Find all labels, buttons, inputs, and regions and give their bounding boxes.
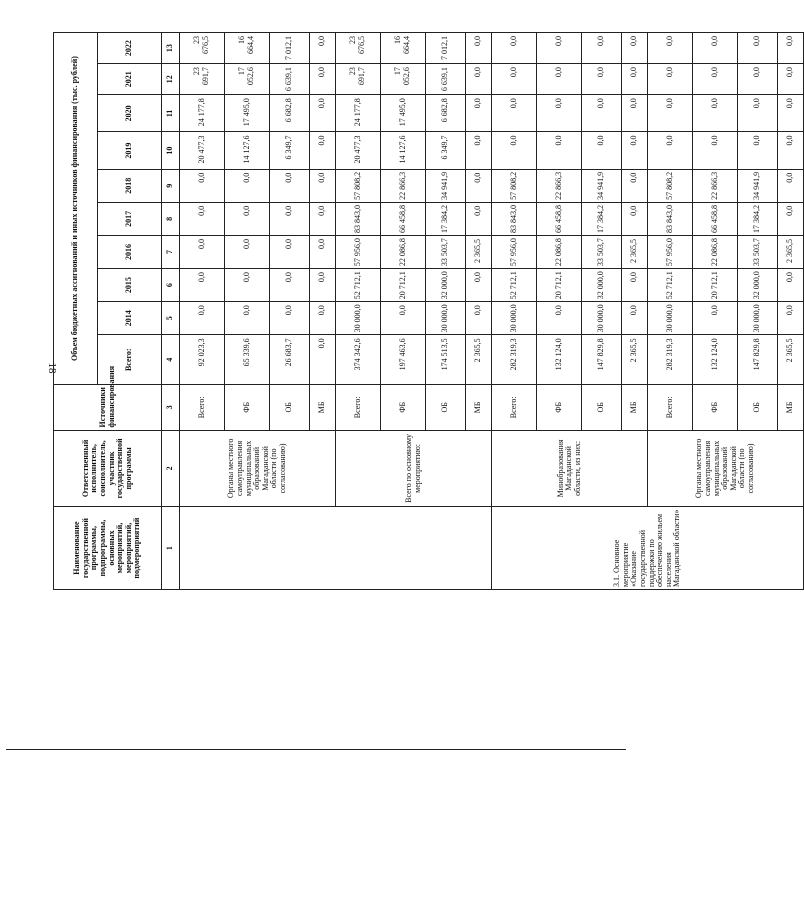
value-cell: 0,0 (648, 64, 693, 95)
value-cell: 0,0 (778, 95, 804, 132)
value-cell: 26 683,7 (270, 335, 310, 385)
value-cell: 0,0 (582, 33, 622, 64)
value-cell: 0,0 (582, 95, 622, 132)
header-responsible: Ответственный исполнитель, соисполнитель, участник государственной программы (54, 430, 162, 507)
column-number: 1 (162, 507, 180, 590)
value-cell: 0,0 (225, 269, 270, 302)
value-cell: 23 691,7 (336, 64, 381, 95)
value-cell: 32 000,0 (426, 269, 466, 302)
value-cell: 0,0 (738, 132, 778, 169)
column-number: 2 (162, 430, 180, 507)
value-cell: 0,0 (466, 169, 492, 202)
value-cell: 6 639,1 (270, 64, 310, 95)
page-number: 18 (46, 362, 58, 374)
value-cell: 2 365,5 (622, 235, 648, 268)
value-cell: 0,0 (492, 132, 537, 169)
value-cell: 34 941,9 (582, 169, 622, 202)
responsible-cell: Минобразования Магаданской области, из них: (492, 430, 648, 507)
name-cell-empty (180, 507, 492, 590)
value-cell: 0,0 (622, 169, 648, 202)
value-cell: 0,0 (778, 302, 804, 335)
value-cell: 0,0 (310, 33, 336, 64)
value-cell: 0,0 (492, 95, 537, 132)
value-cell: 174 513,5 (426, 335, 466, 385)
financing-table (53, 32, 804, 590)
value-cell: 0,0 (310, 64, 336, 95)
header-year: 2020 (98, 95, 162, 132)
value-cell: 147 829,8 (738, 335, 778, 385)
value-cell: 0,0 (778, 202, 804, 235)
header-volume: Объем бюджетных ассигнований и иных источников финансирования (тыс. рублей) (54, 33, 98, 385)
value-cell: 0,0 (622, 269, 648, 302)
value-cell: 0,0 (778, 33, 804, 64)
column-number: 8 (162, 202, 180, 235)
value-cell: 17 384,2 (738, 202, 778, 235)
source-cell: ОБ (738, 385, 778, 431)
column-number: 11 (162, 95, 180, 132)
source-cell: Всего: (180, 385, 225, 431)
column-number: 12 (162, 64, 180, 95)
value-cell: 30 000,0 (492, 302, 537, 335)
value-cell: 2 365,5 (622, 335, 648, 385)
value-cell: 0,0 (466, 64, 492, 95)
value-cell: 0,0 (778, 64, 804, 95)
value-cell: 52 712,1 (492, 269, 537, 302)
value-cell: 0,0 (310, 169, 336, 202)
value-cell: 6 682,8 (270, 95, 310, 132)
value-cell: 147 829,8 (582, 335, 622, 385)
value-cell: 16 664,4 (381, 33, 426, 64)
value-cell: 6 349,7 (270, 132, 310, 169)
source-cell: ОБ (270, 385, 310, 431)
table-row (648, 33, 693, 590)
value-cell: 20 712,1 (693, 269, 738, 302)
responsible-cell: Органы местного самоуправления муниципальных образований Магаданской области (по согласованию) (648, 430, 804, 507)
column-number: 13 (162, 33, 180, 64)
value-cell: 34 941,9 (426, 169, 466, 202)
table-row (492, 33, 537, 590)
responsible-cell: Органы местного самоуправления муниципальных образований Магаданской области (по согласованию) (180, 430, 336, 507)
value-cell: 32 000,0 (738, 269, 778, 302)
value-cell: 0,0 (738, 64, 778, 95)
source-cell: Всего: (492, 385, 537, 431)
column-number: 3 (162, 385, 180, 431)
value-cell: 0,0 (778, 269, 804, 302)
value-cell: 0,0 (778, 132, 804, 169)
value-cell: 83 843,0 (492, 202, 537, 235)
total-label-cell: Всего по основному мероприятию: (336, 430, 492, 507)
header-year: 2022 (98, 33, 162, 64)
value-cell: 197 463,6 (381, 335, 426, 385)
value-cell: 0,0 (738, 33, 778, 64)
value-cell: 0,0 (310, 335, 336, 385)
source-cell: ФБ (225, 385, 270, 431)
value-cell: 23 691,7 (180, 64, 225, 95)
horizontal-rule (6, 749, 626, 750)
value-cell: 282 319,3 (492, 335, 537, 385)
value-cell: 66 458,8 (693, 202, 738, 235)
value-cell: 0,0 (180, 169, 225, 202)
value-cell: 0,0 (693, 302, 738, 335)
value-cell: 65 339,6 (225, 335, 270, 385)
value-cell: 0,0 (225, 235, 270, 268)
value-cell: 23 676,5 (336, 33, 381, 64)
value-cell: 22 866,3 (537, 169, 582, 202)
value-cell: 30 000,0 (336, 302, 381, 335)
value-cell: 17 384,2 (582, 202, 622, 235)
value-cell: 0,0 (622, 33, 648, 64)
value-cell: 0,0 (466, 132, 492, 169)
column-number: 7 (162, 235, 180, 268)
source-cell: Всего: (648, 385, 693, 431)
value-cell: 0,0 (537, 95, 582, 132)
value-cell: 0,0 (622, 132, 648, 169)
value-cell: 7 012,1 (270, 33, 310, 64)
source-cell: ФБ (537, 385, 582, 431)
value-cell: 0,0 (180, 269, 225, 302)
value-cell: 282 319,3 (648, 335, 693, 385)
header-name: Наименование государственной программы, подпрограммы, основных мероприятий, мероприятий, подмероприятий (54, 507, 162, 590)
value-cell: 17 495,0 (225, 95, 270, 132)
value-cell: 0,0 (310, 95, 336, 132)
header-year: 2019 (98, 132, 162, 169)
value-cell: 16 664,4 (225, 33, 270, 64)
value-cell: 22 866,3 (381, 169, 426, 202)
value-cell: 83 843,0 (648, 202, 693, 235)
value-cell: 0,0 (582, 132, 622, 169)
column-number: 4 (162, 335, 180, 385)
value-cell: 132 124,0 (537, 335, 582, 385)
value-cell: 0,0 (180, 235, 225, 268)
value-cell: 57 956,0 (492, 235, 537, 268)
value-cell: 0,0 (537, 64, 582, 95)
value-cell: 0,0 (622, 95, 648, 132)
value-cell: 0,0 (310, 132, 336, 169)
value-cell: 33 503,7 (582, 235, 622, 268)
source-cell: ФБ (381, 385, 426, 431)
value-cell: 0,0 (693, 33, 738, 64)
value-cell: 23 676,5 (180, 33, 225, 64)
value-cell: 57 808,2 (492, 169, 537, 202)
value-cell: 6 349,7 (426, 132, 466, 169)
value-cell: 0,0 (466, 302, 492, 335)
value-cell: 0,0 (310, 202, 336, 235)
value-cell: 22 086,8 (381, 235, 426, 268)
value-cell: 0,0 (492, 33, 537, 64)
source-cell: ФБ (693, 385, 738, 431)
source-cell: МБ (778, 385, 804, 431)
value-cell: 17 384,2 (426, 202, 466, 235)
value-cell: 0,0 (492, 64, 537, 95)
value-cell: 0,0 (693, 95, 738, 132)
value-cell: 0,0 (310, 269, 336, 302)
table-row (336, 33, 381, 590)
value-cell: 0,0 (693, 64, 738, 95)
value-cell: 0,0 (466, 202, 492, 235)
value-cell: 0,0 (778, 169, 804, 202)
value-cell: 0,0 (537, 302, 582, 335)
value-cell: 57 956,0 (648, 235, 693, 268)
value-cell: 14 127,6 (225, 132, 270, 169)
column-number: 9 (162, 169, 180, 202)
value-cell: 52 712,1 (648, 269, 693, 302)
value-cell: 24 177,8 (336, 95, 381, 132)
value-cell: 0,0 (537, 132, 582, 169)
value-cell: 0,0 (622, 202, 648, 235)
source-cell: ОБ (582, 385, 622, 431)
source-cell: Всего: (336, 385, 381, 431)
value-cell: 374 342,6 (336, 335, 381, 385)
value-cell: 14 127,6 (381, 132, 426, 169)
value-cell: 0,0 (225, 202, 270, 235)
value-cell: 17 052,6 (225, 64, 270, 95)
value-cell: 33 503,7 (426, 235, 466, 268)
value-cell: 0,0 (466, 33, 492, 64)
value-cell: 2 365,5 (778, 335, 804, 385)
measure-name-cell: 3.1. Основное мероприятие «Оказание государственной поддержки по обеспечению жильем населения Магаданской области» (492, 507, 804, 590)
value-cell: 7 012,1 (426, 33, 466, 64)
value-cell: 52 712,1 (336, 269, 381, 302)
value-cell: 2 365,5 (778, 235, 804, 268)
value-cell: 0,0 (693, 132, 738, 169)
source-cell: МБ (310, 385, 336, 431)
value-cell: 17 052,6 (381, 64, 426, 95)
header-year: 2021 (98, 64, 162, 95)
value-cell: 0,0 (648, 95, 693, 132)
header-source: Источники финансирования (54, 385, 162, 431)
table-row (180, 33, 225, 590)
header-year: 2016 (98, 235, 162, 268)
value-cell: 0,0 (310, 302, 336, 335)
value-cell: 0,0 (180, 302, 225, 335)
value-cell: 0,0 (225, 302, 270, 335)
source-cell: МБ (466, 385, 492, 431)
column-number: 10 (162, 132, 180, 169)
value-cell: 66 458,8 (381, 202, 426, 235)
value-cell: 24 177,8 (180, 95, 225, 132)
header-total: Всего: (98, 335, 162, 385)
column-number: 5 (162, 302, 180, 335)
value-cell: 22 086,8 (693, 235, 738, 268)
value-cell: 92 023,3 (180, 335, 225, 385)
value-cell: 30 000,0 (582, 302, 622, 335)
value-cell: 0,0 (180, 202, 225, 235)
header-year: 2018 (98, 169, 162, 202)
value-cell: 30 000,0 (426, 302, 466, 335)
value-cell: 0,0 (622, 64, 648, 95)
value-cell: 0,0 (270, 235, 310, 268)
value-cell: 32 000,0 (582, 269, 622, 302)
source-cell: МБ (622, 385, 648, 431)
value-cell: 6 639,1 (426, 64, 466, 95)
value-cell: 66 458,8 (537, 202, 582, 235)
source-cell: ОБ (426, 385, 466, 431)
value-cell: 0,0 (738, 95, 778, 132)
value-cell: 0,0 (225, 169, 270, 202)
value-cell: 0,0 (648, 33, 693, 64)
value-cell: 30 000,0 (648, 302, 693, 335)
value-cell: 57 808,2 (336, 169, 381, 202)
value-cell: 0,0 (582, 64, 622, 95)
value-cell: 0,0 (270, 302, 310, 335)
value-cell: 132 124,0 (693, 335, 738, 385)
value-cell: 83 843,0 (336, 202, 381, 235)
value-cell: 20 477,3 (336, 132, 381, 169)
value-cell: 0,0 (310, 235, 336, 268)
value-cell: 17 495,0 (381, 95, 426, 132)
value-cell: 20 712,1 (537, 269, 582, 302)
value-cell: 2 365,5 (466, 335, 492, 385)
value-cell: 0,0 (466, 95, 492, 132)
value-cell: 22 866,3 (693, 169, 738, 202)
value-cell: 57 956,0 (336, 235, 381, 268)
header-year: 2014 (98, 302, 162, 335)
value-cell: 22 086,8 (537, 235, 582, 268)
value-cell: 34 941,9 (738, 169, 778, 202)
value-cell: 30 000,0 (738, 302, 778, 335)
value-cell: 0,0 (622, 302, 648, 335)
header-year: 2015 (98, 269, 162, 302)
column-number: 6 (162, 269, 180, 302)
value-cell: 0,0 (466, 269, 492, 302)
value-cell: 0,0 (648, 132, 693, 169)
value-cell: 0,0 (270, 202, 310, 235)
value-cell: 33 503,7 (738, 235, 778, 268)
value-cell: 20 712,1 (381, 269, 426, 302)
value-cell: 57 808,2 (648, 169, 693, 202)
value-cell: 0,0 (270, 269, 310, 302)
value-cell: 0,0 (537, 33, 582, 64)
header-year: 2017 (98, 202, 162, 235)
value-cell: 0,0 (270, 169, 310, 202)
value-cell: 20 477,3 (180, 132, 225, 169)
value-cell: 6 682,8 (426, 95, 466, 132)
value-cell: 2 365,5 (466, 235, 492, 268)
value-cell: 0,0 (381, 302, 426, 335)
rotated-table-wrapper (53, 32, 795, 590)
